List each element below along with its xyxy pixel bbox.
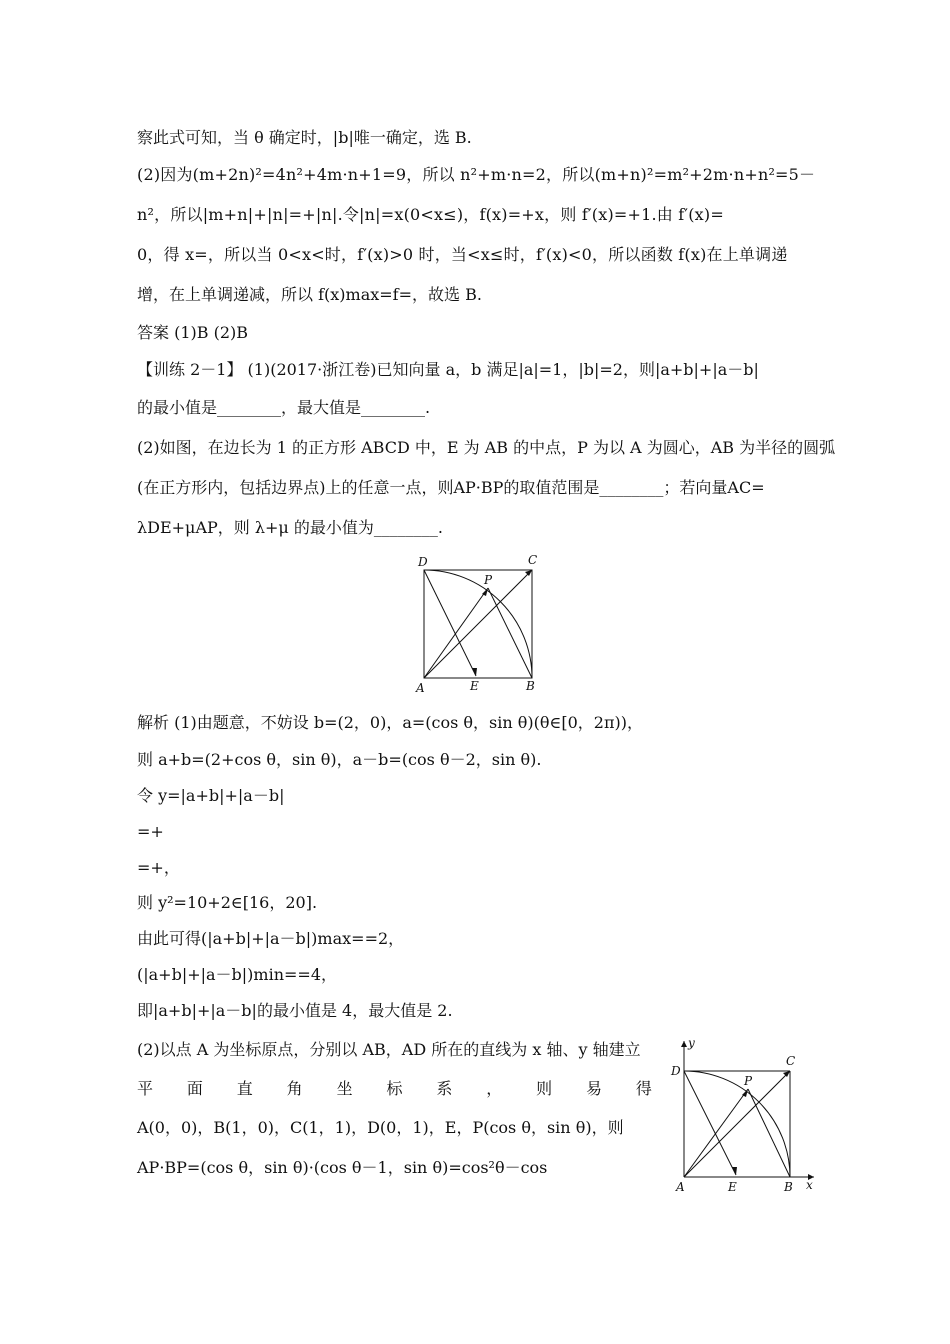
text-line: =+ <box>137 822 164 841</box>
text-line: 0，得 x=，所以当 0<x<时，f′(x)>0 时，当<x≤时，f′(x)<0，所以函数 f(x)在上单调递 <box>137 245 788 264</box>
char: 得 <box>635 1079 652 1098</box>
char: 角 <box>286 1079 303 1098</box>
text-line: (在正方形内，包括边界点)上的任意一点，则AP·BP的取值范围是________；若向量AC= <box>137 478 765 497</box>
char: ， <box>486 1079 503 1098</box>
label-a: A <box>416 681 425 694</box>
char: 直 <box>236 1079 253 1098</box>
solution-heading: 解析 (1)由题意，不妨设 b=(2，0)，a=(cos θ，sin θ)(θ∈[0，2π))， <box>137 713 643 732</box>
square-figure <box>410 552 545 694</box>
text-line: 则 a+b=(2+cos θ，sin θ)，a－b=(cos θ－2，sin θ). <box>137 750 542 769</box>
answer-line: 答案 (1)B (2)B <box>137 323 249 342</box>
label-e: E <box>728 1180 737 1194</box>
text-line: 的最小值是________，最大值是________. <box>137 398 431 417</box>
text-line: A(0，0)，B(1，0)，C(1，1)，D(0，1)，E，P(cos θ，sin θ)，则 <box>137 1118 624 1137</box>
char: 平 <box>137 1079 154 1098</box>
char: 易 <box>586 1079 603 1098</box>
label-b: B <box>784 1180 793 1194</box>
char: 面 <box>186 1079 203 1098</box>
char: 标 <box>386 1079 403 1098</box>
text-line: (|a+b|+|a－b|)min==4， <box>137 965 338 984</box>
label-x: x <box>806 1178 813 1192</box>
label-e: E <box>470 679 479 693</box>
label-d: D <box>418 555 428 569</box>
text-line: λDE+μAP，则 λ+μ 的最小值为________. <box>137 518 443 537</box>
label-c: C <box>786 1054 796 1068</box>
label-p: P <box>744 1074 753 1088</box>
text-line: 察此式可知，当 θ 确定时，|b|唯一确定，选 B. <box>137 128 472 147</box>
text-line: n²，所以|m+n|+|n|=+|n|.令|n|=x(0<x≤)，f(x)=+x，则 f′(x)=+1.由 f′(x)= <box>137 205 724 224</box>
label-a: A <box>676 1180 685 1194</box>
text-line: 则 y²=10+2∈[16，20]. <box>137 893 318 912</box>
coordinate-figure <box>668 1035 820 1195</box>
char: 则 <box>536 1079 553 1098</box>
text-line: 令 y=|a+b|+|a－b| <box>137 786 285 805</box>
label-p: P <box>484 573 493 587</box>
text-line: (2)以点 A 为坐标原点，分别以 AB，AD 所在的直线为 x 轴、y 轴建立 <box>137 1040 641 1059</box>
label-y: y <box>688 1036 695 1050</box>
label-b: B <box>526 679 535 693</box>
label-c: C <box>528 553 538 567</box>
text-line: 由此可得(|a+b|+|a－b|)max==2， <box>137 929 405 948</box>
text-line: (2)如图，在边长为 1 的正方形 ABCD 中，E 为 AB 的中点，P 为以 A 为圆心，AB 为半径的圆弧 <box>137 438 836 457</box>
text-line: AP·BP=(cos θ，sin θ)·(cos θ－1，sin θ)=cos²θ－cos <box>137 1158 548 1177</box>
text-line: 即|a+b|+|a－b|的最小值是 4，最大值是 2. <box>137 1001 453 1020</box>
exercise-heading: 【训练 2－1】 (1)(2017·浙江卷)已知向量 a，b 满足|a|=1，|b|=2，则|a+b|+|a－b| <box>137 360 759 379</box>
text-line: (2)因为(m+2n)²=4n²+4m·n+1=9，所以 n²+m·n=2，所以(m+n)²=m²+2m·n+n²=5－ <box>137 165 816 184</box>
text-line: =+， <box>137 858 180 877</box>
text-line: 增，在上单调递减，所以 f(x)max=f=，故选 B. <box>137 285 482 304</box>
char: 系 <box>436 1079 453 1098</box>
label-d: D <box>671 1064 681 1078</box>
spaced-text-line <box>137 1079 652 1099</box>
char: 坐 <box>336 1079 353 1098</box>
